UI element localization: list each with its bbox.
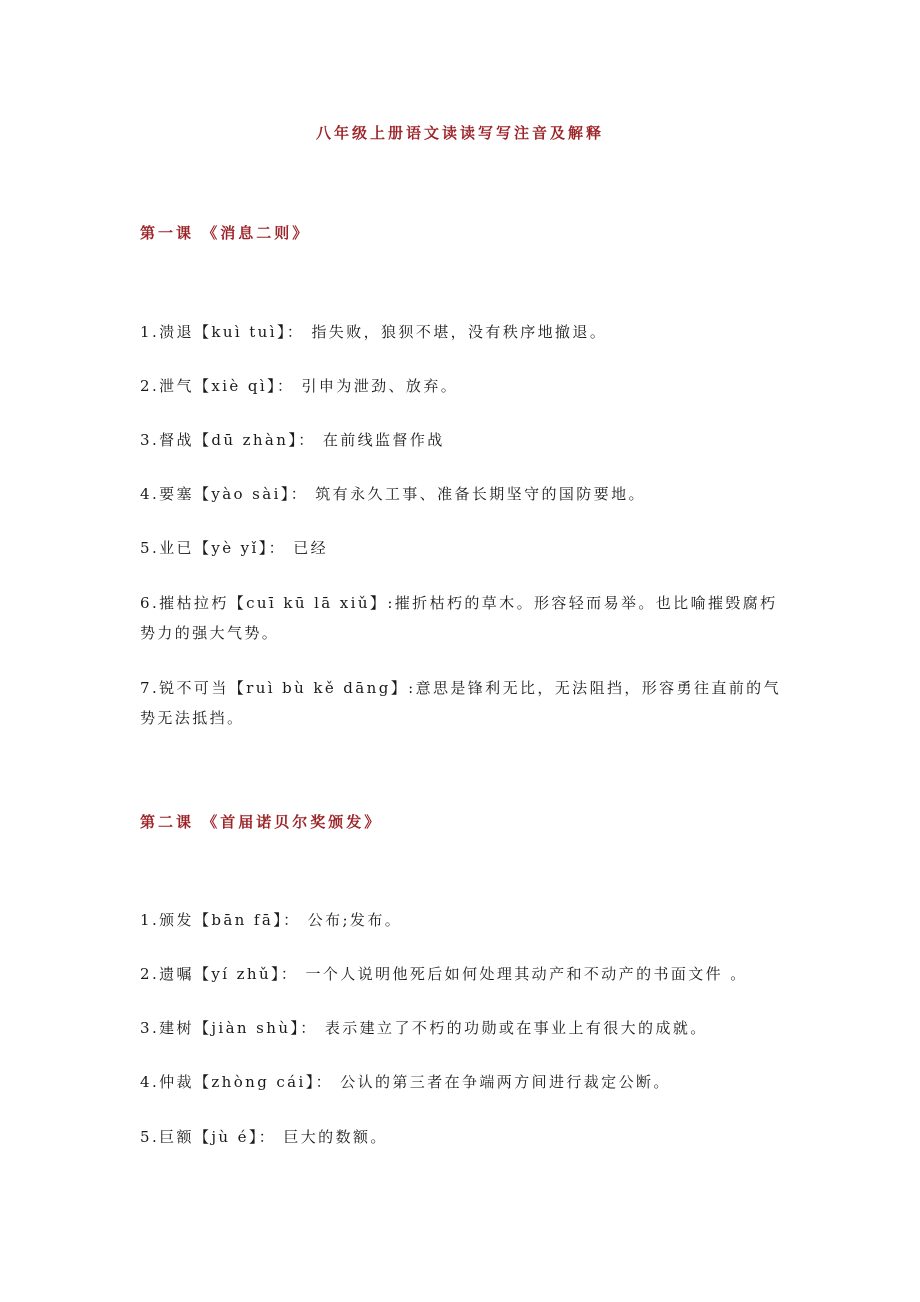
entry-number: 1. [140, 323, 160, 341]
entry-pinyin: 【kuì tuì】 [193, 323, 287, 341]
vocab-entry [140, 959, 785, 989]
entry-number: 3. [140, 1019, 160, 1037]
entry-number: 7. [140, 679, 160, 697]
vocab-entry [140, 905, 785, 935]
entry-pinyin: 【yí zhǔ】 [193, 965, 281, 983]
entry-word: 锐不可当 [159, 679, 229, 697]
entry-definition: ： 公认的第三者在争端两方间进行裁定公断。 [315, 1073, 671, 1091]
entry-definition: ： 已经 [268, 539, 329, 557]
document-title: 八年级上册语文读读写写注音及解释 [315, 124, 604, 142]
entry-definition: :意思是锋利无比，无法阻挡，形容勇往直前的气势无法抵挡。 [140, 679, 781, 727]
vocab-entry [140, 1122, 785, 1152]
entry-word: 仲裁 [159, 1073, 194, 1091]
entry-word: 颁发 [159, 911, 194, 929]
entry-definition: ： 一个人说明他死后如何处理其动产和不动产的书面文件 。 [280, 965, 748, 983]
vocab-entry [140, 533, 785, 563]
entry-number: 4. [140, 1073, 160, 1091]
entry-definition: ： 在前线监督作战 [298, 431, 445, 449]
vocab-entry [140, 673, 785, 733]
vocab-entry [140, 317, 785, 347]
entry-definition: ： 公布;发布。 [283, 911, 403, 929]
entry-number: 2. [140, 965, 160, 983]
entry-definition: ： 引申为泄劲、放弃。 [276, 377, 459, 395]
entry-pinyin: 【jiàn shù】 [193, 1019, 301, 1037]
vocab-entry [140, 425, 785, 455]
entry-number: 3. [140, 431, 160, 449]
entry-word: 督战 [159, 431, 194, 449]
entry-pinyin: 【ruì bù kě dāng】 [228, 679, 409, 697]
vocab-entry [140, 1067, 785, 1097]
entry-definition: ： 表示建立了不朽的功勋或在事业上有很大的成就。 [300, 1019, 708, 1037]
entry-pinyin: 【bān fā】 [193, 911, 284, 929]
entry-word: 要塞 [159, 485, 194, 503]
entry-number: 5. [140, 1128, 160, 1146]
vocab-entry [140, 588, 785, 648]
entry-word: 遗嘱 [159, 965, 194, 983]
entry-number: 1. [140, 911, 160, 929]
vocab-entry [140, 479, 785, 509]
lesson-heading-1: 第一课 《消息二则》 [140, 224, 311, 242]
entry-number: 6. [140, 594, 160, 612]
entry-definition: ： 筑有永久工事、准备长期坚守的国防要地。 [290, 485, 646, 503]
entry-number: 4. [140, 485, 160, 503]
entry-word: 泄气 [159, 377, 194, 395]
entry-pinyin: 【xiè qì】 [193, 377, 277, 395]
entry-word: 摧枯拉朽 [159, 594, 229, 612]
entry-pinyin: 【jù é】 [193, 1128, 259, 1146]
entry-pinyin: 【cuī kū lā xiǔ】 [228, 594, 388, 612]
vocab-entry [140, 371, 785, 401]
entry-number: 5. [140, 539, 160, 557]
entry-word: 建树 [159, 1019, 194, 1037]
vocab-entry [140, 1013, 785, 1043]
entry-definition: ： 巨大的数额。 [258, 1128, 388, 1146]
entry-pinyin: 【zhòng cái】 [193, 1073, 316, 1091]
entry-pinyin: 【dū zhàn】 [193, 431, 299, 449]
entry-definition: ： 指失败，狼狈不堪，没有秩序地撤退。 [286, 323, 608, 341]
entry-definition: :摧折枯朽的草木。形容轻而易举。也比喻摧毁腐朽势力的强大气势。 [140, 594, 778, 642]
entry-pinyin: 【yào sài】 [193, 485, 291, 503]
entry-word: 业已 [159, 539, 194, 557]
entry-word: 溃退 [159, 323, 194, 341]
lesson-heading-2: 第二课 《首届诺贝尔奖颁发》 [140, 813, 383, 831]
entry-word: 巨额 [159, 1128, 194, 1146]
entry-pinyin: 【yè yǐ】 [193, 539, 269, 557]
entry-number: 2. [140, 377, 160, 395]
